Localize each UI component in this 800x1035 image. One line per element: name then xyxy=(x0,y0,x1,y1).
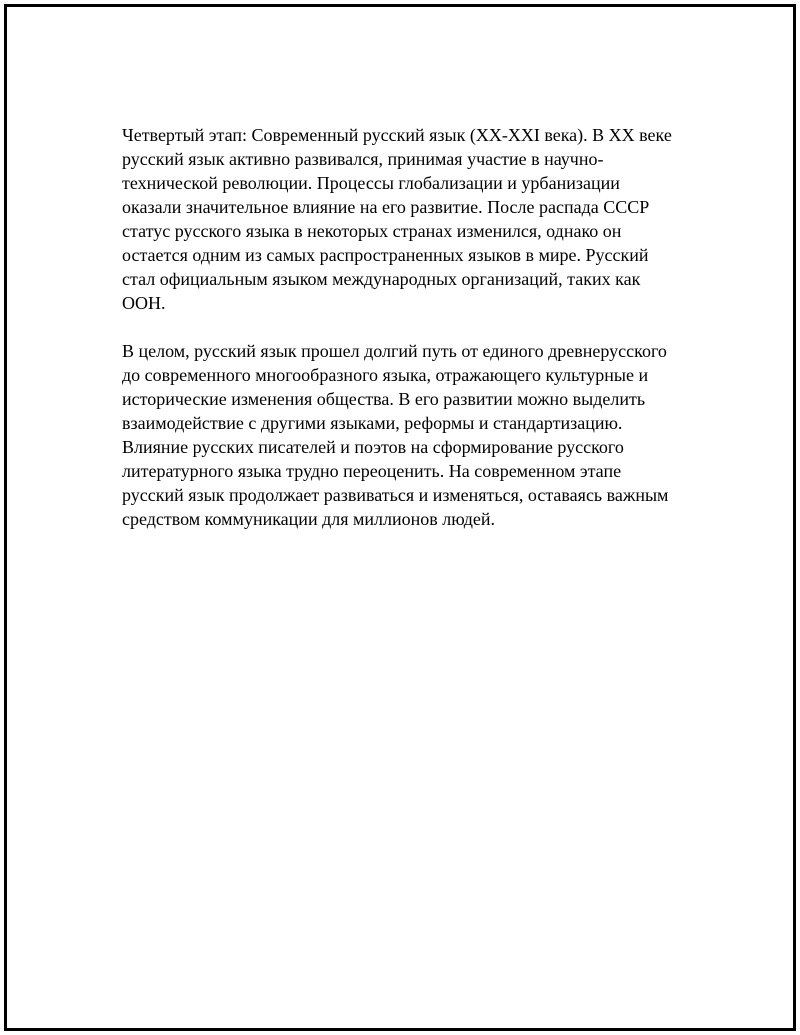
paragraph-stage-four: Четвертый этап: Современный русский язык (XX-XXI века). В XX веке русский язык активно развивался, принимая участие в научно- технической революции. Процессы глобализации и урбанизации оказали значительное влияние на его развитие. После распада СССР статус русского языка в некоторых странах изменился, однако он остается одним из самых распространенных языков в мире. Русский стал официальным языком международных организаций, таких как ООН. xyxy=(122,125,672,313)
paragraph-conclusion: В целом, русский язык прошел долгий путь от единого древнерусского до современного многообразного языка, отражающего культурные и исторические изменения общества. В его развитии можно выделить взаимодействие с другими языками, реформы и стандартизацию. Влияние русских писателей и поэтов на сформирование русского литературного языка трудно переоценить. На современном этапе русский язык продолжает развиваться и изменяться, оставаясь важным средством коммуникации для миллионов людей. xyxy=(122,341,669,529)
document-body xyxy=(122,123,697,555)
page-frame xyxy=(4,4,796,1031)
